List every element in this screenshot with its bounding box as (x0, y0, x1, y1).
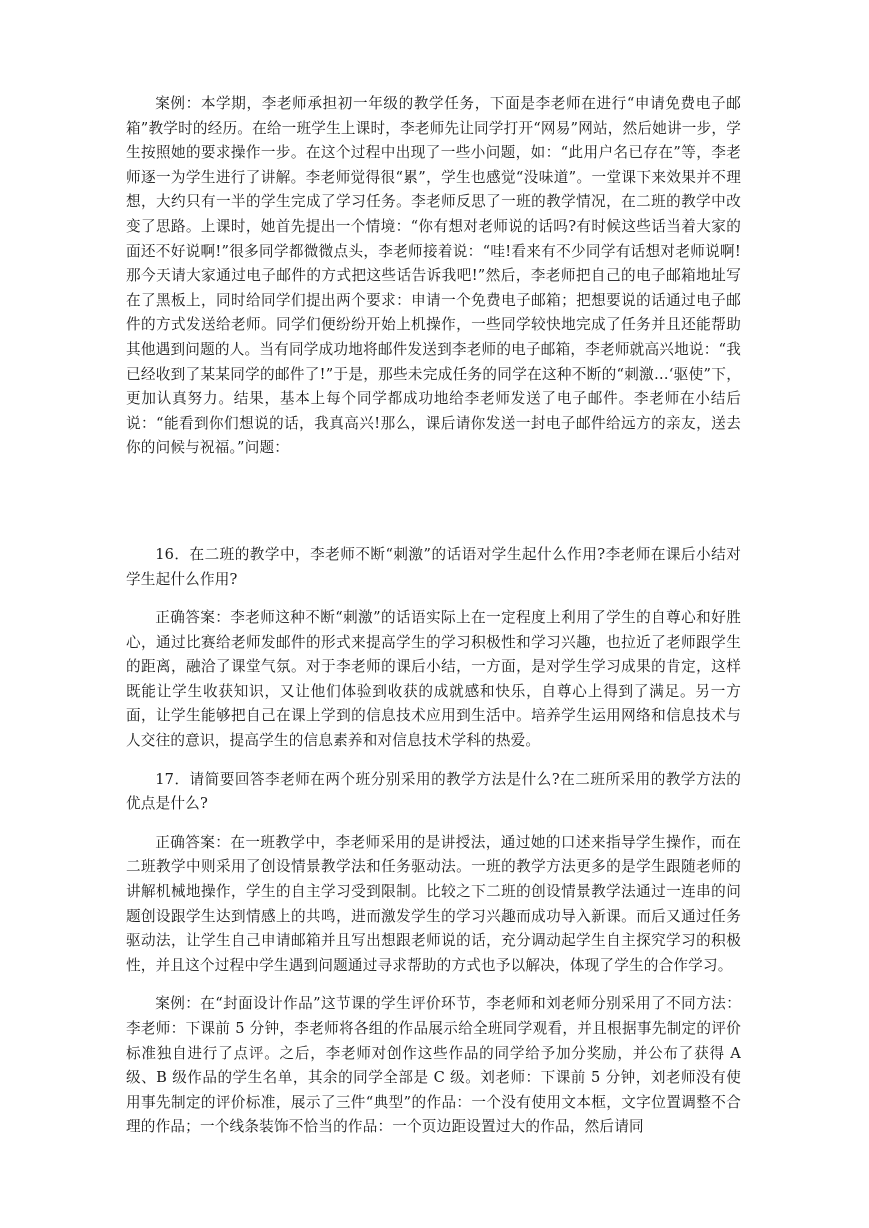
spacer (126, 754, 741, 768)
document-page (126, 92, 741, 1140)
case-study-1: 案例：本学期，李老师承担初一年级的教学任务，下面是李老师在进行“申请免费电子邮箱”教学时的经历。在给一班学生上课时，李老师先让同学打开“网易”网站，然后她讲一步，学生按照她的要求操作一步。在这个过程中出现了一些小问题，如：“此用户名已存在”等，李老师逐一为学生进行了讲解。李老师觉得很“累”，学生也感觉“没味道”。一堂课下来效果并不理想，大约只有一半的学生完成了学习任务。李老师反思了一班的教学情况，在二班的教学中改变了思路。上课时，她首先提出一个情境：“你有想对老师说的话吗?有时候这些话当着大家的面还不好说啊!”很多同学都微微点头，李老师接着说：“哇!看来有不少同学有话想对老师说啊!那今天请大家通过电子邮件的方式把这些话告诉我吧!”然后，李老师把自己的电子邮箱地址写在了黑板上，同时给同学们提出两个要求：申请一个免费电子邮箱；把想要说的话通过电子邮件的方式发送给老师。同学们便纷纷开始上机操作，一些同学较快地完成了任务并且还能帮助其他遇到问题的人。当有同学成功地将邮件发送到李老师的电子邮箱，李老师就高兴地说：“我已经收到了某某同学的邮件了!”于是，那些未完成任务的同学在这种不断的“刺激…‘驱使”下，更加认真努力。结果，基本上每个同学都成功地给李老师发送了电子邮件。李老师在小结后说：“能看到你们想说的话，我真高兴!那么，课后请你发送一封电子邮件给远方的亲友，送去你的问候与祝福。”问题： (126, 95, 741, 457)
spacer (126, 592, 741, 606)
answer-17: 正确答案：在一班教学中，李老师采用的是讲授法，通过她的口述来指导学生操作，而在二班教学中则采用了创设情景教学法和任务驱动法。一班的教学方法更多的是学生跟随老师的讲解机械地操作，学生的自主学习受到限制。比较之下二班的创设情景教学法通过一连串的问题创设跟学生达到情感上的共鸣，进而激发学生的学习兴趣而成功导入新课。而后又通过任务驱动法，让学生自己申请邮箱并且写出想跟老师说的话，充分调动起学生自主探究学习的积极性，并且这个过程中学生遇到问题通过寻求帮助的方式也予以解决，体现了学生的合作学习。 (126, 833, 741, 974)
spacer (126, 817, 741, 831)
spacer (126, 502, 741, 543)
case-study-2: 案例：在“封面设计作品”这节课的学生评价环节，李老师和刘老师分别采用了不同方法：李老师：下课前 5 分钟，李老师将各组的作品展示给全班同学观看，并且根据事先制定的评价标准独自进行了点评。之后，李老师对创作这些作品的同学给予加分奖励，并公布了获得 A 级、B 级作品的学生名单，其余的同学全部是 C 级。刘老师：下课前 5 分钟，刘老师没有使用事先制定的评价标准，展示了三件“典型”的作品：一个没有使用文本框，文字位置调整不合理的作品；一个线条装饰不恰当的作品：一个页边距设置过大的作品，然后请同 (126, 995, 741, 1136)
answer-16: 正确答案：李老师这种不断“刺激”的话语实际上在一定程度上利用了学生的自尊心和好胜心，通过比赛给老师发邮件的形式来提高学生的学习积极性和学习兴趣，也拉近了老师跟学生的距离，融洽了课堂气氛。对于李老师的课后小结，一方面，是对学生学习成果的肯定，这样既能让学生收获知识，又让他们体验到收获的成就感和快乐，自尊心上得到了满足。另一方面，让学生能够把自己在课上学到的信息技术应用到生活中。培养学生运用网络和信息技术与人交往的意识，提高学生的信息素养和对信息技术学科的热爱。 (126, 609, 741, 750)
question-17: 17．请简要回答李老师在两个班分别采用的教学方法是什么?在二班所采用的教学方法的优点是什么? (126, 770, 741, 813)
spacer (126, 978, 741, 992)
question-16: 16．在二班的教学中，李老师不断“刺激”的话语对学生起什么作用?李老师在课后小结对学生起什么作用? (126, 545, 741, 588)
spacer (126, 461, 741, 502)
